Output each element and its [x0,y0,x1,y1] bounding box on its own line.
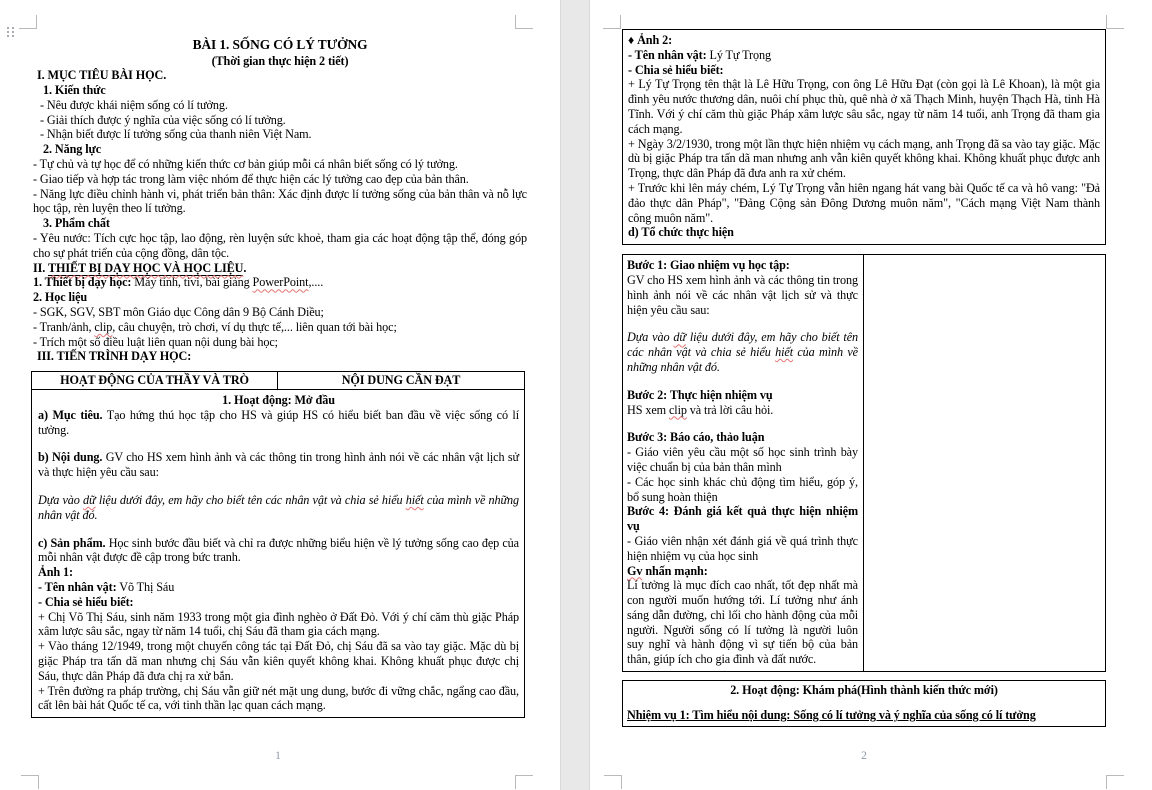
step-4-heading: Bước 4: Đánh giá kết quả thực hiện nhiệm vụ [627,504,858,534]
list-item: - SGK, SGV, SBT môn Giáo dục Công dân 9 Bộ Cánh Diều; [33,305,324,320]
list-item: - Yêu nước: Tích cực học tập, lao động, rèn luyện sức khoẻ, tham gia các hoạt động tập thể, đóng góp cho sự phát triển của cộng đồng, dân tộc. [33,231,527,260]
paragraph-objective: a) Mục tiêu. Tạo hứng thú học tập cho HS và giúp HS có hiểu biết ban đầu về việc sống có lí tưởng. [38,407,519,437]
steps-cell [623,255,864,671]
misspelled-word: PowerPoint [252,275,309,290]
lesson-title: BÀI 1. SỐNG CÓ LÝ TƯỞNG [192,37,368,52]
paragraph-product: c) Sản phẩm. Học sinh bước đầu biết và chỉ ra được những biểu hiện về lý tưởng sống cao đẹp của mỗi nhân vật được đề cập trong bức tranh. [38,535,519,565]
list-item: - Giáo viên yêu cầu một số học sinh trình bày việc chuẩn bị của bản thân mình [627,445,858,474]
share-knowledge-heading: - Chia sẻ hiểu biết: [38,594,134,609]
lesson-duration: (Thời gian thực hiện 2 tiết) [211,53,349,68]
crop-mark-bottom-right [1106,775,1124,789]
section-1-heading: I. MỤC TIÊU BÀI HỌC. [37,68,167,83]
quality-heading: 3. Phẩm chất [43,216,110,231]
list-item: - Nhận biết được lí tưởng sống của thanh niên Việt Nam. [40,127,312,142]
list-item: - Giải thích được ý nghĩa của việc sống có lí tưởng. [40,112,286,127]
misspelled-word: dữ [673,330,686,345]
list-item: - Tranh/ảnh, clip, câu chuyện, trò chơi, ví dụ thực tế,... liên quan tới bài học; [33,319,397,334]
table-header-row [32,372,524,390]
table-body-cell [32,390,524,717]
paragraph: + Vào tháng 12/1949, trong một chuyến công tác tại Đất Đỏ, chị Sáu đã sa vào tay giặc. Mặc dù bị giặc Pháp tra tấn dã man nhưng chị Sáu vẫn kiên quyết không khai. Không khuất phục được chị Sáu, thực dân Pháp đã đưa chị ra xử bắn. [38,639,519,683]
photo-2-heading: ♦ Ảnh 2: [628,33,673,47]
materials-heading: 2. Học liệu [33,290,88,305]
page-number-1: 1 [275,750,281,762]
misspelled-word: hiết [405,493,424,508]
misspelled-word: Gv [627,563,643,578]
steps-row [622,254,1106,672]
table-header-content: NỘI DUNG CẦN ĐẠT [341,373,461,388]
crop-mark-bottom-left [604,775,622,789]
paragraph: + Chị Võ Thị Sáu, sinh năm 1933 trong một gia đình nghèo ở Đất Đỏ. Với ý chí căm thù giặc Pháp xâm lược sâu sắc, ngay từ năm 14 tuổi, chị Sáu đã tham gia cách mạng. [38,609,519,639]
underlined-misspelled-text: THIẾT BỊ DẠY HỌC VÀ HỌC LIỆU [47,260,244,275]
crop-mark-bottom-right [515,775,533,789]
activity-2-row [622,680,1106,727]
capacity-heading: 2. Năng lực [43,142,102,157]
activity-2-heading: 2. Hoạt động: Khám phá(Hình thành kiến thức mới) [730,683,998,698]
crop-mark-bottom-left [21,775,39,789]
table-header-activities: HOẠT ĐỘNG CỦA THẦY VÀ TRÒ [32,372,278,389]
share-knowledge-heading: - Chia sẻ hiểu biết: [628,62,724,77]
activity-1-heading: 1. Hoạt động: Mở đầu [222,393,335,408]
character-name-line: - Tên nhân vật: Võ Thị Sáu [38,580,175,594]
paragraph: GV cho HS xem hình ảnh và các thông tin trong hình ảnh nói về các nhân vật lịch sử và thực hiện yêu cầu sau: [627,272,858,317]
knowledge-heading: 1. Kiến thức [43,83,106,98]
step-1-heading: Bước 1: Giao nhiệm vụ học tập: [627,258,790,273]
organization-heading: d) Tổ chức thực hiện [628,225,734,240]
lesson-plan-table [31,371,525,718]
list-item: - Nêu được khái niệm sống có lí tưởng. [40,97,228,112]
misspelled-word: clip [94,319,113,334]
misspelled-word: clip [668,402,687,417]
page-number-2: 2 [861,750,867,762]
paragraph: + Trên đường ra pháp trường, chị Sáu vẫn giữ nét mặt ung dung, bước đi vững chắc, ngẩng cao đầu, cất lên bài hát Quốc tế ca, với tinh thần lạc quan cách mạng. [38,683,519,713]
list-item: - Giao tiếp và hợp tác trong làm việc nhóm để thực hiện các lý tưởng cao đẹp của bản thân. [33,171,469,186]
paragraph: Lí tưởng là mục đích cao nhất, tốt đẹp nhất mà con người muốn hướng tới. Lí tưởng như ánh sáng dẫn đường, chỉ lối cho hành động của mỗi người. Người sống có lí tưởng là người luôn suy nghĩ và hành động vì sự tiến bộ của bản thân, giúp ích cho gia đình và đất nước. [627,578,858,667]
misspelled-word: hiết [775,345,794,360]
paragraph: + Trước khi lên máy chém, Lý Tự Trọng vẫn hiên ngang hát vang bài Quốc tế ca và hô vang: "Đả đảo thực dân Pháp", "Đảng Cộng sản Đông Dương muôn năm", "Cách mạng Việt Nam thành công muôn năm". [628,180,1100,225]
page1-content [0,0,560,718]
misspelled-word: dữ [83,493,96,508]
list-item: - Tự chủ và tự học để có những kiến thức cơ bản giúp mỗi cá nhân biết sống có lý tưởng. [33,157,458,172]
content-to-achieve-cell-empty [864,255,1105,671]
photo-1-heading: Ảnh 1: [38,565,73,580]
step-3-heading: Bước 3: Báo cáo, thảo luận [627,430,765,445]
task-1-heading: Nhiệm vụ 1: Tìm hiểu nội dung: Sống có lí tưởng và ý nghĩa của sống có lí tưởng [627,707,1036,722]
paragraph: HS xem clip và trả lời câu hỏi. [627,402,774,417]
equipment-line: 1. Thiết bị dạy học: Máy tính, tivi, bài giảng PowerPoint,.... [33,275,324,290]
paragraph: + Lý Tự Trọng tên thật là Lê Hữu Trọng, con ông Lê Hữu Đạt (còn gọi là Lê Khoan), là một gia đình yêu nước thương dân, nuôi chí phục thù, quê nhà ở xã Thạch Minh, huyện Thạch Hà, tỉnh Hà Tĩnh. Với ý chí căm thù giặc Pháp xâm lược sâu sắc, ngay từ năm 14 tuổi, anh Trọng đã tham gia cách mạng. [628,77,1100,136]
document-page-2[interactable] [590,0,1152,790]
list-item: - Trích một số điều luật liên quan nội dung bài học; [33,334,278,349]
list-item: - Giáo viên nhận xét đánh giá về quá trình thực hiện nhiệm vụ của học sinh [627,533,858,563]
paragraph-quote: Dựa vào dữ liệu dưới đây, em hãy cho biết tên các nhân vật và chia sẻ hiểu hiết của mình về những nhân vật đó. [38,493,520,522]
paragraph: + Ngày 3/2/1930, trong một lần thực hiện nhiệm vụ cách mạng, anh Trọng đã sa vào tay giặc. Mặc dù bị giặc Pháp tra tấn dã man nhưng anh vẫn kiên quyết không khai. Không khuất phục được anh Trọng, thực dân Pháp đã đưa anh ra xử chém. [628,136,1100,181]
teacher-emphasis-heading: Gv nhấn mạnh: [627,563,708,578]
page2-content [590,0,1152,727]
section-3-heading: III. TIẾN TRÌNH DẠY HỌC: [37,349,192,364]
paragraph-content: b) Nội dung. GV cho HS xem hình ảnh và các thông tin trong hình ảnh nói về các nhân vật lịch sử và thực hiện yêu cầu sau: [38,450,519,480]
list-item: - Năng lực điều chỉnh hành vi, phát triển bản thân: Xác định được lí tưởng sống của bản thân và nỗ lực học tập, rèn luyện theo lí tưởng. [33,186,527,216]
step-2-heading: Bước 2: Thực hiện nhiệm vụ [627,387,773,402]
page-gap-background [560,0,590,790]
paragraph-quote: Dựa vào dữ liệu dưới đây, em hãy cho biết tên các nhân vật và chia sẻ hiểu hiết của mình về những nhân vật đó. [627,330,858,374]
list-item: - Các học sinh khác chủ động tìm hiểu, góp ý, bổ sung hoàn thiện [627,474,858,504]
document-page-1[interactable] [0,0,560,790]
photo-2-cell [622,29,1106,245]
character-name-line: - Tên nhân vật: Lý Tự Trọng [628,47,771,62]
section-2-heading: II. THIẾT BỊ DẠY HỌC VÀ HỌC LIỆU. [33,260,247,275]
